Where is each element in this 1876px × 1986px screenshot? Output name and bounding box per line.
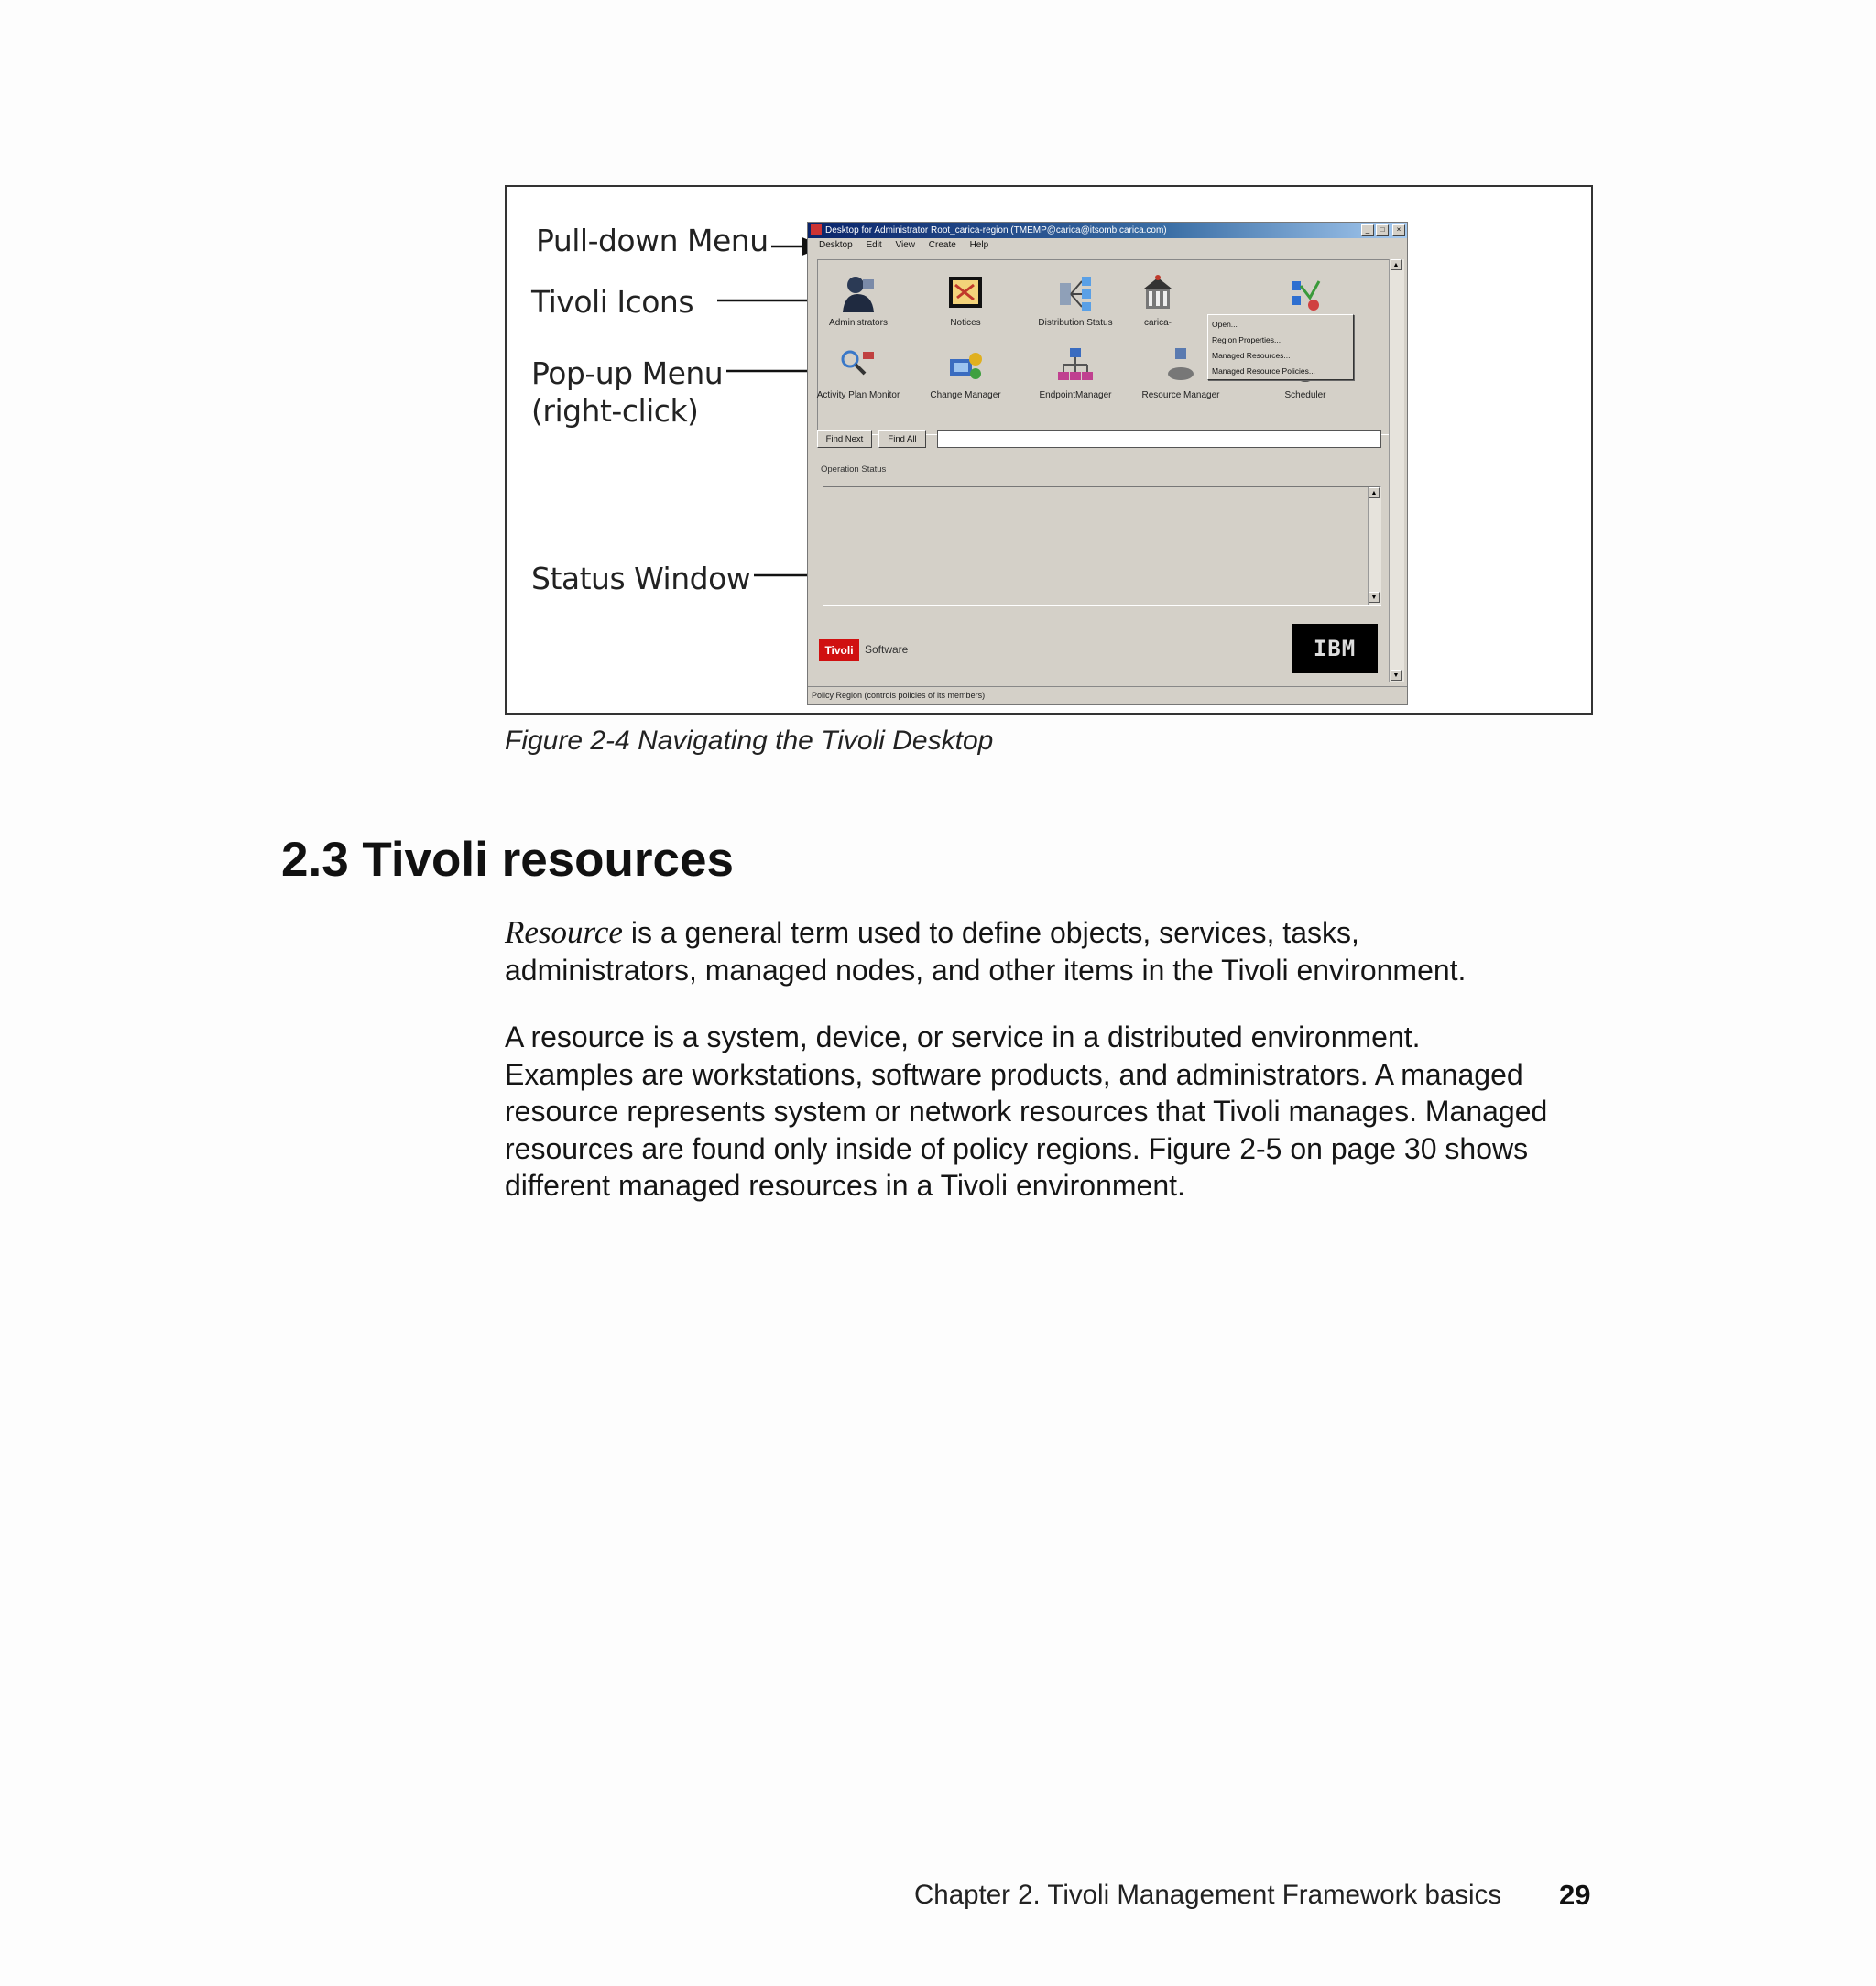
popup-item-region-properties[interactable]: Region Properties...: [1212, 335, 1282, 344]
window-titlebar: [808, 223, 1407, 238]
icon-tasks[interactable]: [1255, 274, 1356, 318]
close-icon[interactable]: ×: [1392, 224, 1405, 236]
find-input[interactable]: [937, 430, 1381, 448]
menu-help[interactable]: Help: [969, 240, 989, 250]
window-app-icon: [811, 224, 822, 235]
callout-tivoli-icons: Tivoli Icons: [531, 284, 694, 320]
paragraph-1: [505, 914, 1604, 988]
icon-distribution-status[interactable]: Distribution Status: [1025, 274, 1126, 328]
paragraph-2-line: different managed resources in a Tivoli environment.: [505, 1169, 1185, 1202]
scroll-down-icon[interactable]: ▼: [1391, 670, 1402, 681]
notices-icon: [944, 274, 987, 314]
operation-status-label: Operation Status: [821, 464, 887, 475]
distribution-status-icon: [1054, 274, 1096, 314]
paragraph-2-line: A resource is a system, device, or service in a distributed environment.: [505, 1020, 1421, 1053]
paragraph-1-line-2: administrators, managed nodes, and other items in the Tivoli environment.: [505, 953, 1467, 987]
icon-administrators[interactable]: Administrators: [808, 274, 909, 328]
status-scroll-up-icon[interactable]: ▲: [1369, 487, 1380, 498]
find-next-button[interactable]: Find Next: [817, 430, 872, 448]
menu-view[interactable]: View: [895, 240, 915, 250]
icon-notices[interactable]: Notices: [915, 274, 1016, 328]
activity-plan-monitor-icon: [837, 346, 879, 387]
popup-item-managed-resources[interactable]: Managed Resources...: [1212, 351, 1291, 360]
callout-status-window: Status Window: [531, 561, 751, 596]
icon-scheduler[interactable]: Scheduler: [1255, 346, 1356, 400]
menu-edit[interactable]: Edit: [866, 240, 882, 250]
paragraph-2-line: resources are found only inside of policy regions. Figure 2-5 on page 30 shows: [505, 1131, 1529, 1165]
footer-chapter-title: Chapter 2. Tivoli Management Framework basics: [914, 1880, 1502, 1910]
paragraph-2-line: Examples are workstations, software products, and administrators. A managed: [505, 1057, 1523, 1091]
menu-bar: [808, 238, 1407, 253]
icon-resource-manager[interactable]: Resource Manager: [1130, 346, 1231, 400]
policy-region-icon: [1137, 274, 1179, 314]
resource-manager-icon: [1160, 346, 1202, 387]
software-label: Software: [865, 643, 909, 656]
endpoint-manager-icon: [1054, 346, 1096, 387]
window-statusbar: Policy Region (controls policies of its members): [808, 686, 1407, 703]
callout-right-click: (right-click): [531, 393, 699, 429]
tivoli-desktop-window: [807, 222, 1408, 705]
menu-create[interactable]: Create: [928, 240, 956, 250]
paragraph-2-line: resource represents system or network resources that Tivoli manages. Managed: [505, 1095, 1548, 1128]
popup-menu: [1207, 314, 1354, 380]
ibm-logo: IBM: [1292, 624, 1378, 673]
page-number: 29: [1559, 1879, 1591, 1911]
section-heading: 2.3 Tivoli resources: [281, 833, 734, 887]
scroll-up-icon[interactable]: ▲: [1391, 259, 1402, 270]
icon-activity-plan-monitor[interactable]: Activity Plan Monitor: [808, 346, 909, 400]
status-scrollbar[interactable]: [1368, 487, 1381, 605]
figure-caption: Figure 2-4 Navigating the Tivoli Desktop: [505, 726, 994, 756]
callout-popup-menu: Pop-up Menu: [531, 355, 724, 391]
change-manager-icon: [944, 346, 987, 387]
find-all-button[interactable]: Find All: [878, 430, 926, 448]
icon-change-manager[interactable]: Change Manager: [915, 346, 1016, 400]
maximize-icon[interactable]: □: [1376, 224, 1389, 236]
menu-desktop[interactable]: Desktop: [819, 240, 853, 250]
callout-pulldown-menu: Pull-down Menu: [536, 223, 769, 258]
paragraph-2: [505, 1019, 1604, 1205]
window-scrollbar[interactable]: [1389, 259, 1404, 682]
term-resource: Resource: [505, 914, 623, 950]
paragraph-1-line-1: Resource is a general term used to define objects, services, tasks,: [505, 914, 1359, 950]
minimize-icon[interactable]: _: [1361, 224, 1374, 236]
window-title: Desktop for Administrator Root_carica-region (TMEMP@carica@itsomb.carica.com): [825, 225, 1167, 235]
administrators-icon: [837, 274, 879, 314]
popup-item-open[interactable]: Open...: [1212, 320, 1238, 329]
tasks-icon: [1284, 274, 1326, 314]
popup-item-managed-resource-policies[interactable]: Managed Resource Policies...: [1212, 366, 1315, 376]
operation-status-area[interactable]: [823, 486, 1381, 606]
icon-carica-region[interactable]: carica-: [1130, 274, 1185, 328]
icon-endpoint-manager[interactable]: EndpointManager: [1025, 346, 1126, 400]
status-scroll-down-icon[interactable]: ▼: [1369, 592, 1380, 603]
tivoli-logo: Tivoli: [819, 639, 859, 661]
